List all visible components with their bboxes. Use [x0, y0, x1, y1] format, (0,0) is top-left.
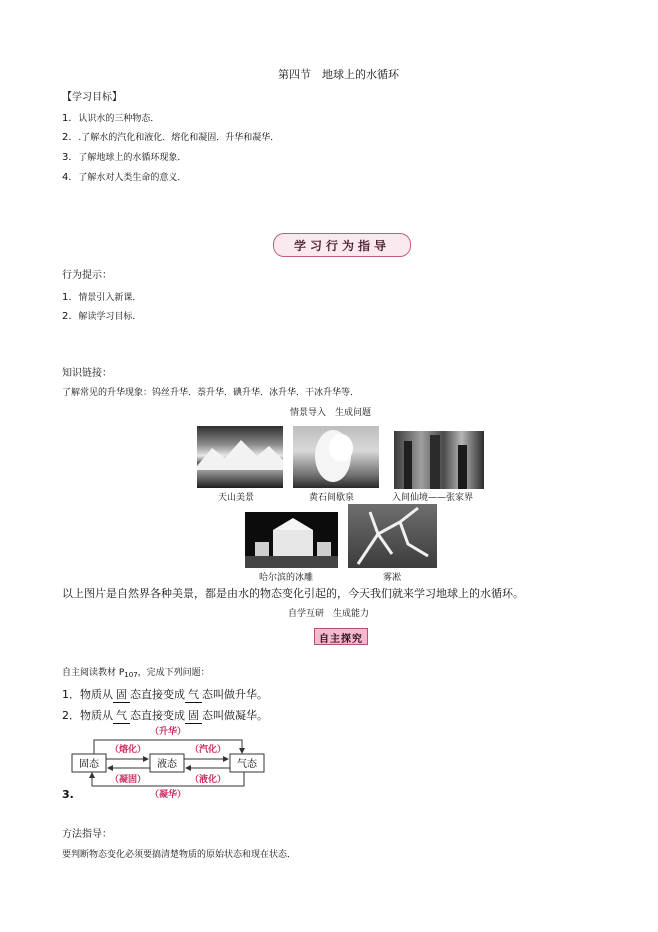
scene-subheading: 情景导入 生成问题 — [290, 408, 372, 418]
geyser-photo — [293, 426, 379, 488]
objective-item: 4．了解水对人类生命的意义． — [62, 172, 187, 183]
hint-item: 2．解读学习目标． — [62, 311, 142, 322]
mountain-icon — [197, 426, 283, 488]
sublimation-label: （升华） — [149, 727, 187, 737]
frost-branches-icon — [348, 504, 437, 568]
section-banner: 学习行为指导 — [273, 233, 411, 257]
inquiry-banner: 自主探究 — [314, 628, 368, 645]
vaporization-label: （汽化） — [189, 745, 227, 755]
knowledge-heading: 知识链接： — [62, 368, 112, 379]
hints-heading: 行为提示： — [62, 270, 112, 281]
inquiry-subheading: 自学互研 生成能力 — [288, 609, 370, 619]
peaks-icon — [394, 431, 484, 489]
hint-item: 1．情景引入新课． — [62, 292, 142, 303]
photo-caption: 入间仙境——张家界 — [392, 493, 474, 503]
answer-blank: 固 — [185, 707, 202, 724]
rime-photo — [348, 504, 437, 568]
objective-item: 3．了解地球上的水循环现象． — [62, 152, 187, 163]
knowledge-text: 了解常见的升华现象：钨丝升华．萘升华．碘升华．冰升华．干冰升华等． — [62, 388, 360, 398]
ice-sculpture-photo — [245, 512, 338, 568]
question-1: 1．物质从 固 态直接变成 气 态叫做升华。 — [62, 688, 268, 701]
state-label: 固态 — [79, 759, 99, 770]
tianshan-photo — [197, 426, 283, 488]
geyser-steam-icon — [293, 426, 379, 488]
question-2: 2．物质从 气 态直接变成 固 态叫做凝华。 — [62, 709, 268, 722]
objectives-heading: 【学习目标】 — [62, 92, 122, 103]
ice-palace-icon — [245, 512, 338, 568]
answer-blank: 气 — [113, 707, 130, 724]
answer-blank: 固 — [113, 686, 130, 703]
zhangjiajie-photo — [394, 431, 484, 489]
objective-item: 2．.了解水的汽化和液化．熔化和凝固．升华和凝华． — [62, 132, 280, 143]
freezing-label: （凝固） — [109, 775, 147, 785]
deposition-label: （凝华） — [149, 790, 187, 800]
photo-caption: 哈尔滨的冰雕 — [259, 573, 314, 583]
phase-change-diagram — [62, 722, 272, 800]
question-3-number: 3. — [62, 788, 74, 801]
objective-item: 1．认识水的三种物态． — [62, 113, 160, 124]
page-title: 第四节 地球上的水循环 — [278, 68, 399, 81]
answer-blank: 气 — [185, 686, 202, 703]
method-text: 要判断物态变化必须要搞清楚物质的原始状态和现在状态． — [62, 850, 297, 860]
melting-label: （熔化） — [109, 745, 147, 755]
scene-summary: 以上图片是自然界各种美景，都是由水的物态变化引起的，今天我们就来学习地球上的水循环。 — [62, 587, 524, 600]
photo-caption: 天山美景 — [218, 493, 255, 503]
photo-caption: 雾凇 — [383, 573, 402, 583]
photo-caption: 黄石间歇泉 — [309, 493, 355, 503]
state-label: 液态 — [157, 759, 177, 770]
liquefaction-label: （液化） — [189, 775, 227, 785]
state-label: 气态 — [237, 759, 257, 770]
inquiry-intro: 自主阅读教材 $P_{107}$，完成下列问题： — [62, 668, 210, 679]
method-heading: 方法指导： — [62, 829, 112, 840]
